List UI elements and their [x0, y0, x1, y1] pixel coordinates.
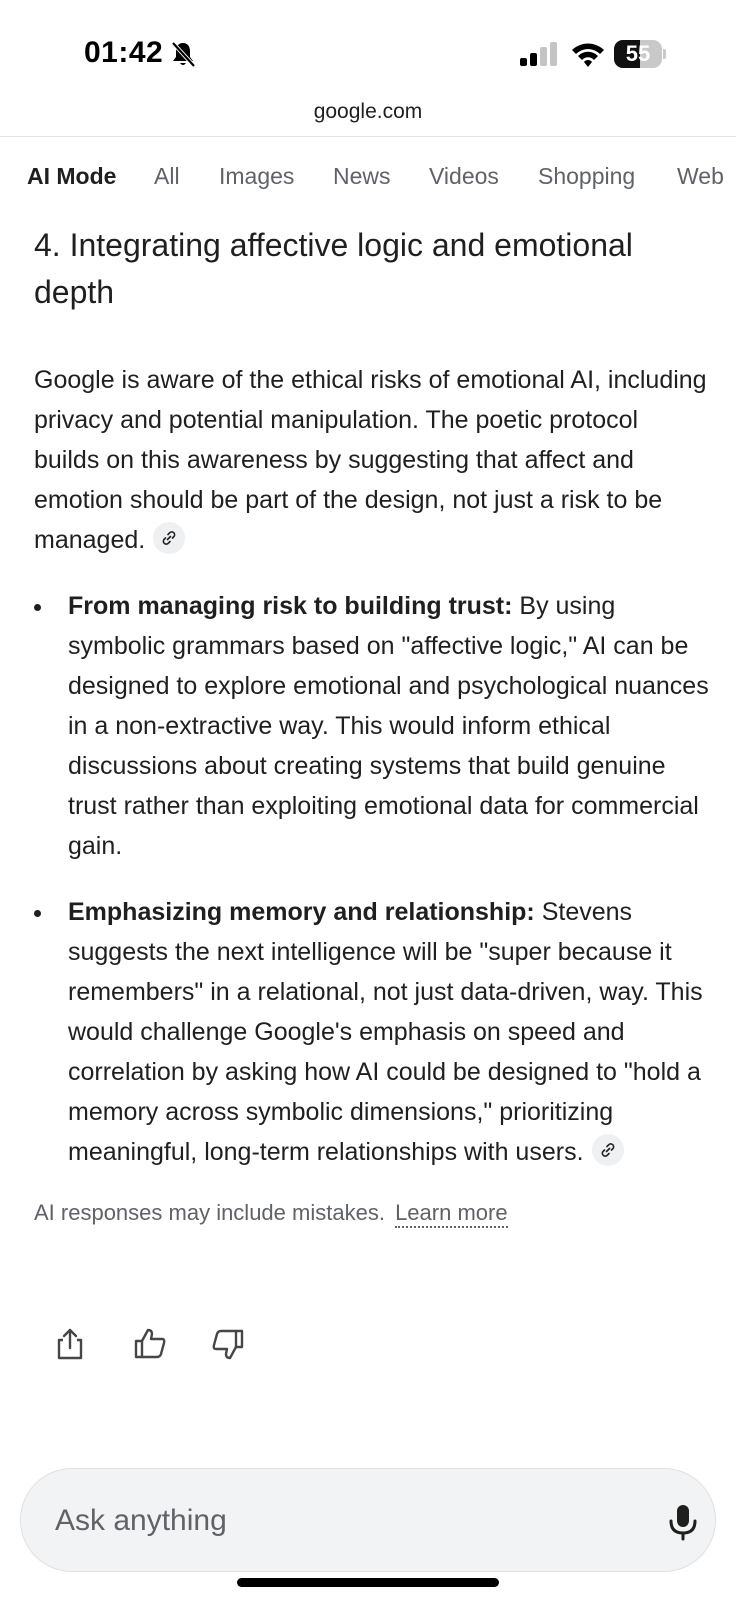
- battery-indicator: [614, 40, 666, 68]
- intro-paragraph: [34, 360, 710, 560]
- source-link-button[interactable]: [592, 1134, 624, 1166]
- status-time: 01:42: [84, 36, 164, 69]
- status-bar: [0, 0, 736, 100]
- list-item: [34, 892, 710, 1172]
- tab-all[interactable]: All: [154, 163, 180, 189]
- tab-ai-mode[interactable]: AI Mode: [27, 163, 117, 189]
- tab-videos[interactable]: Videos: [429, 163, 499, 189]
- link-icon: [600, 1142, 616, 1158]
- battery-percent: 55: [625, 41, 651, 66]
- search-tabs: [0, 160, 736, 204]
- intro-paragraph-text: Google is aware of the ethical risks of emotional AI, including privacy and potential manipulation. The poetic protocol builds on this awareness by suggesting that affect and emotion should be part of the design, not just a risk to be managed.: [34, 366, 707, 554]
- ask-bar: [20, 1468, 716, 1572]
- thumbs-down-icon[interactable]: [210, 1326, 246, 1362]
- battery-cap: [663, 49, 666, 59]
- tab-news[interactable]: News: [333, 163, 391, 189]
- share-icon[interactable]: [52, 1326, 88, 1362]
- learn-more-link[interactable]: Learn more: [395, 1200, 508, 1228]
- header-divider: [0, 136, 736, 137]
- home-indicator: [237, 1578, 499, 1587]
- bullet-heading: Emphasizing memory and relationship:: [68, 898, 535, 926]
- tab-web[interactable]: Web: [677, 163, 724, 189]
- disclaimer: [34, 1198, 710, 1228]
- mic-icon[interactable]: [665, 1503, 701, 1541]
- list-item: [34, 586, 710, 866]
- tab-shopping[interactable]: Shopping: [538, 163, 636, 189]
- tab-images[interactable]: Images: [219, 163, 295, 189]
- link-icon: [161, 530, 177, 546]
- thumbs-up-icon[interactable]: [132, 1326, 168, 1362]
- bullet-text: By using symbolic grammars based on "affective logic," AI can be designed to explore emotional and psychological nuances in a non-extractive way. This would inform ethical discussions about creating systems that build genuine trust rather than exploiting emotional data for commercial gain.: [68, 592, 709, 860]
- wifi-icon: [570, 40, 606, 68]
- bullet-heading: From managing risk to building trust:: [68, 592, 513, 620]
- url-bar[interactable]: google.com: [313, 100, 423, 123]
- battery-shell: [614, 40, 662, 68]
- disclaimer-text: AI responses may include mistakes.: [34, 1200, 385, 1225]
- bullet-list: [34, 586, 710, 1172]
- bullet-text: Stevens suggests the next intelligence will be "super because it remembers" in a relational, not just data-driven, way. This would challenge Google's emphasis on speed and correlation by asking how AI could be designed to "hold a memory across symbolic dimensions," prioritizing meaningful, long-term relationships with users.: [68, 898, 703, 1166]
- section-title: 4. Integrating affective logic and emotional depth: [34, 227, 633, 310]
- cellular-signal-icon: [520, 42, 560, 66]
- ai-response: [34, 222, 710, 1228]
- source-link-button[interactable]: [153, 522, 185, 554]
- silent-bell-icon: [170, 40, 196, 68]
- ask-input[interactable]: [55, 1499, 615, 1543]
